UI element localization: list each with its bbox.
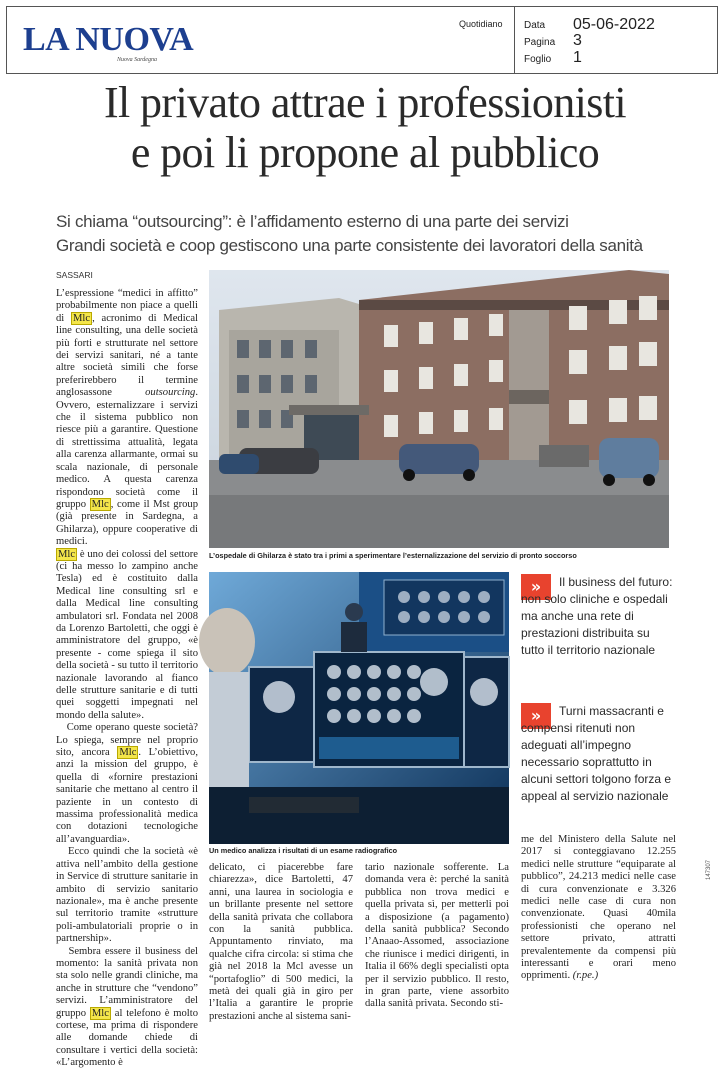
page-label: Pagina <box>524 37 556 48</box>
paragraph: delicato, ci piacerebbe fare chiarezza», dice Bartoletti, 47 anni, una laurea in sociologia e un brillante presente nel settore della sanità privata che collabora con la sanità pubblica. Appuntamento rinviato, ma qualche cifra circola: si stima che già nel 2018 la Mcl avesse un “portafoglio” di 500 medici, la metà dei quali già in giro per l’Italia a garantire le proprie prestazioni anche al sistema sani- <box>209 862 353 1022</box>
highlight-mlc: Mlc <box>119 747 137 759</box>
article-column-1 <box>56 288 198 1070</box>
logo-subtitle: Nuova Sardegna <box>117 57 157 63</box>
paragraph: L’espressione “medici in affitto” probabilmente non piace a quelli di Mlc , acronimo di Medical line consulting, una delle società più forti e strutturate nel settore dei servizi sanitari, né a tante altre società simili che forse preferirebbero il termine anglosassone outsourcing. Ovvero, esternalizzare i servizi che il sistema pubblico non riesce più a garantire. Questione di strettissima attualità, legata alla carenza allarmante, ormai su scala nazionale, di personale medico. A questa carenza rispondono società come il gruppo Mlc , come il Mst group (già presente in Sardegna, a Ghilarza), oppure cooperative di medici. <box>56 288 198 548</box>
photo-caption-2: Un medico analizza i risultati di un esame radiografico <box>209 846 398 855</box>
archive-id: 147307 <box>706 859 712 880</box>
paragraph: Mlc è uno dei colossi del settore (ci ha messo lo zampino anche Tesla) ed è costituito dalla Medical line consulting srl e dalla Medical line consulting ambulatori srl. Fondata nel 2008 da Lorenzo Bartoletti, che oggi è amministratore del gruppo, «è presente - come spiega il sito della società - su tutto il territorio nazionale lavorando al fianco delle strutture sanitarie e di tutti quei soggetti impegnati nel mondo della salute». <box>56 548 198 721</box>
publication-type: Quotidiano <box>459 19 503 29</box>
dateline: SASSARI <box>56 270 93 280</box>
paragraph: Come operano queste società? Lo spiega, sempre nel proprio sito, ancora Mlc . L’obiettivo, anzi la mission del gruppo, è quella di «fornire prestazioni sanitarie che mettano al centro il paziente in un contesto di massima professionalità medica con dotazioni tecnologiche all’avanguardia». <box>56 722 198 845</box>
article-column-3 <box>365 862 509 1011</box>
page-value: 3 <box>573 32 582 49</box>
date-value: 05-06-2022 <box>573 16 655 33</box>
sheet-label: Foglio <box>524 54 552 65</box>
article-headline <box>50 78 680 178</box>
date-label: Data <box>524 20 546 31</box>
masthead-box <box>6 6 718 74</box>
radiology-photo <box>209 572 509 844</box>
sheet-value: 1 <box>573 49 582 66</box>
header-divider <box>514 7 515 73</box>
headline-line-1: Il privato attrae i professionisti <box>103 78 627 127</box>
author-initials: (r.pe.) <box>572 970 599 982</box>
chevron-right-icon: » <box>521 703 551 729</box>
subheadline-1: Si chiama “outsourcing”: è l’affidamento esterno di una parte dei servizi <box>56 212 569 231</box>
sidebar-box-2: Turni massacranti e compensi ritenuti non adeguati all’impegno necessario soprattutto in alcuni settori tolgono forza e appeal al servizio nazionale <box>521 704 672 803</box>
chevron-right-icon: » <box>521 574 551 600</box>
paragraph: me del Ministero della Salute nel 2017 si conteggiavano 12.255 medici nelle strutture “equiparate al pubblico”, 24.213 medici nelle case di cura convenzionate e 3.326 medici nelle case di cura non convenzionate. Quasi 40mila professionisti che operano nel settore privato, attratti prevalentemente da compensi più interessanti e orari meno opprimenti. (r.pe.) <box>521 834 676 982</box>
paragraph: Ecco quindi che la società «è attiva nell’ambito della gestione in Service di strutture sanitarie in ambito di servizio sanitario nazionale», ma è anche presente sul territorio tramite «strutture poli-ambulatoriali proprie o in partnership». <box>56 846 198 945</box>
photo-caption-1: L’ospedale di Ghilarza è stato tra i primi a sperimentare l’esternalizzazione del servizio di pronto soccorso <box>209 551 577 560</box>
headline-line-2: e poi li propone al pubblico <box>130 128 600 177</box>
radiology-scan-image <box>209 572 509 844</box>
paragraph: Sembra essere il business del momento: la sanità privata non sta solo nelle grandi cliniche, ma anche in strutture che “vendono” servizi. L’amministratore del gruppo Mlc al telefono è molto cortese, ma prima di rispondere alle domande chiede di consultare i vertici della società: «L’argomento è <box>56 945 198 1069</box>
hospital-photo <box>209 270 669 548</box>
subheadline-2: Grandi società e coop gestiscono una parte consistente dei lavoratori della sanità <box>56 236 643 255</box>
newspaper-logo: LA NUOVA <box>23 21 194 58</box>
highlight-mlc: Mlc <box>58 548 76 560</box>
sidebar-box-1: Il business del futuro: non solo cliniche e ospedali ma anche una rete di prestazioni distribuita su tutto il territorio nazionale <box>521 575 673 657</box>
hospital-building-image <box>209 270 669 548</box>
article-column-2 <box>209 862 353 1023</box>
article-column-4 <box>521 834 676 983</box>
highlight-mlc: Mlc <box>73 312 91 324</box>
highlight-mlc: Mlc <box>91 1007 109 1019</box>
highlight-mlc: Mlc <box>91 498 109 510</box>
paragraph: tario nazionale sofferente. La domanda vera è: perché la sanità pubblica non trova medici e quella privata sì, per metterli poi a disposizione (a pagamento) della sanità pubblica? Secondo l’Anaao-Assomed, associazione che riunisce i medici dirigenti, in Italia il 66% degli specialisti opta per il servizio pubblico. Il resto, in gran parte, viene assorbito dalla sanità privata. Secondo sti- <box>365 862 509 1010</box>
